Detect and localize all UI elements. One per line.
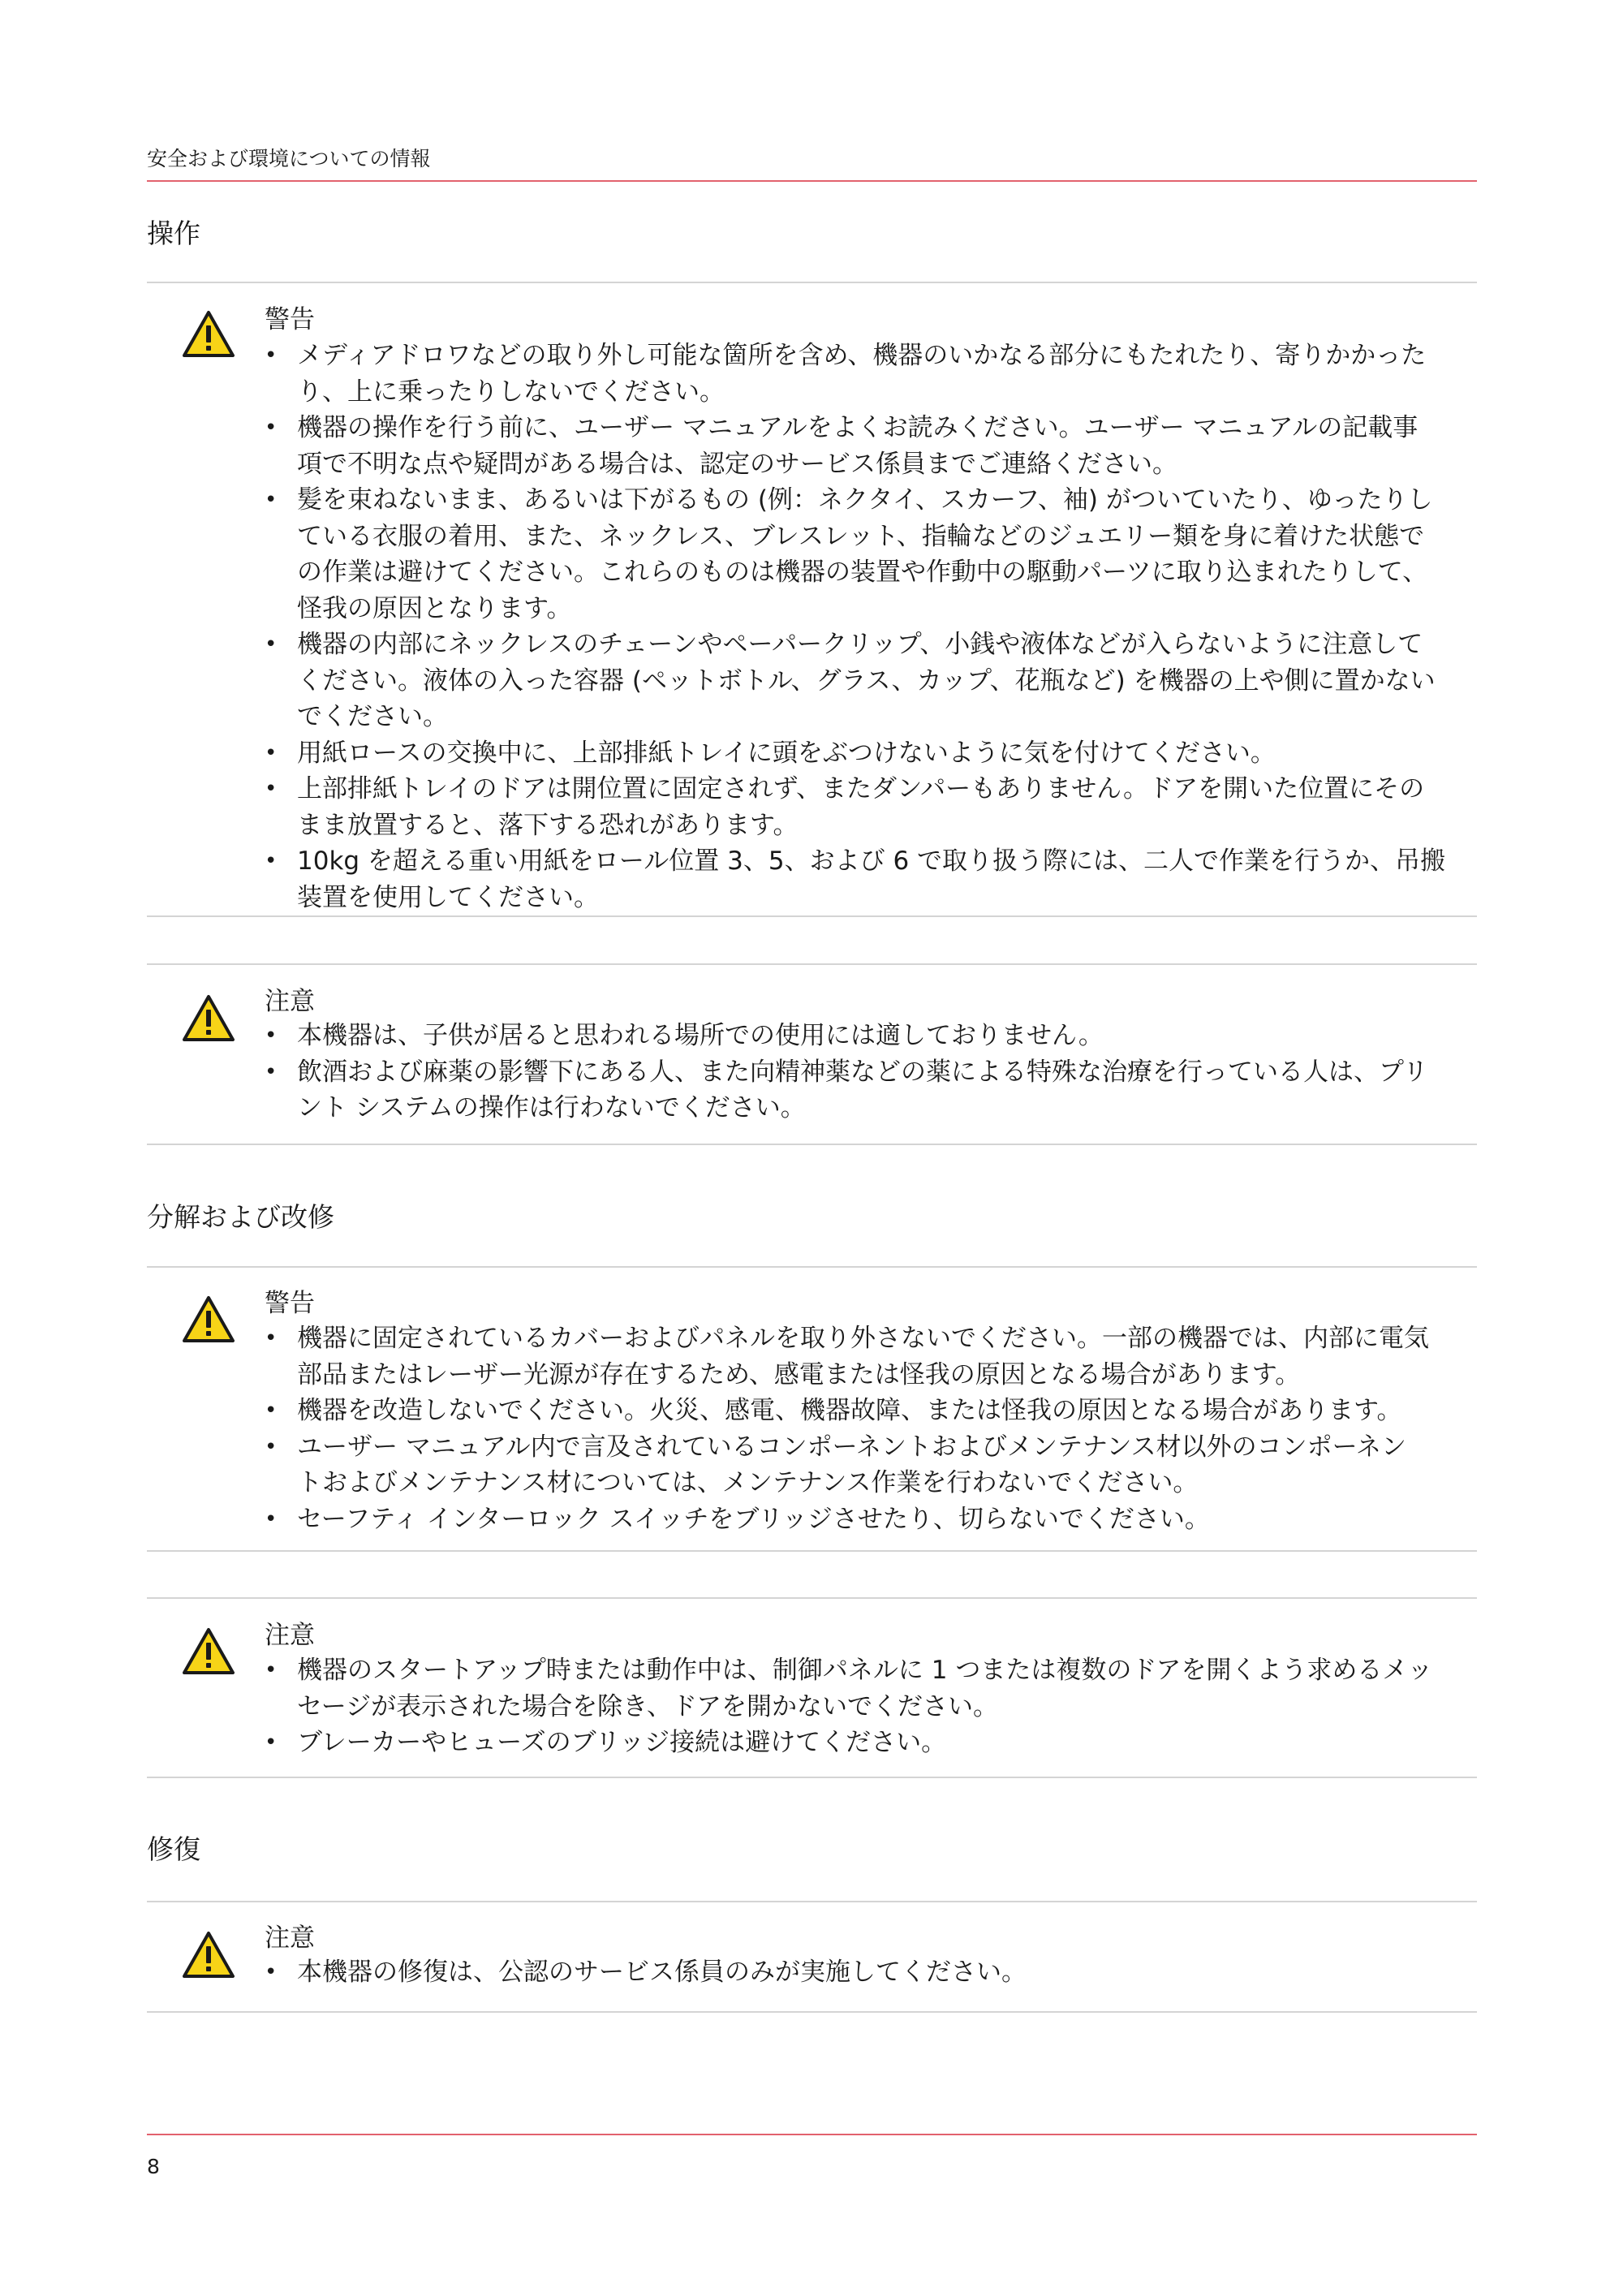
list-item: • ユーザー マニュアル内で言及されているコンポーネントおよびメンテナンス材以外のコンポーネン トおよびメンテナンス材については、メンテナンス作業を行わないでください。 <box>265 1432 1407 1497</box>
list-item-text: 髪を束ねないまま、あるいは下がるもの (例：ネクタイ、スカーフ、袖) がついていたり、ゆったりし ている衣服の着用、また、ネックレス、ブレスレット、指輪などのジュエリー類を身に着けた状態で の作業は避けてください。これらのものは機器の装置や作動中の駆動パーツに取り込まれたりして、 怪我の原因となります。 <box>297 485 1433 623</box>
notice-title: 警告 <box>265 305 315 334</box>
notice-divider <box>147 1597 1477 1599</box>
notice-title: 注意 <box>265 987 315 1016</box>
notice-title: 注意 <box>265 1923 315 1953</box>
list-item: • 機器を改造しないでください。火災、感電、機器故障、または怪我の原因となる場合があります。 <box>265 1396 1402 1425</box>
notice-list <box>265 1652 1474 1761</box>
list-item-text: 機器の内部にネックレスのチェーンやペーパークリップ、小銭や液体などが入らないように注意して ください。液体の入った容器 (ペットボトル、グラス、カップ、花瓶など) を機器の上や側に置かない でください。 <box>297 630 1436 731</box>
list-item: • ブレーカーやヒューズのブリッジ接続は避けてください。 <box>265 1728 947 1757</box>
list-item: • 本機器は、子供が居ると思われる場所での使用には適しておりません。 <box>265 1021 1104 1050</box>
notice-divider <box>147 1266 1477 1268</box>
section-heading-operation: 操作 <box>147 218 200 249</box>
list-item: • 本機器の修復は、公認のサービス係員のみが実施してください。 <box>265 1958 1027 1987</box>
footer-divider <box>147 2134 1477 2135</box>
list-item-text: 10kg を超える重い用紙をロール位置 3、5、および 6 で取り扱う際には、二人で作業を行うか、吊搬 装置を使用してください。 <box>297 846 1446 912</box>
notice-divider <box>147 282 1477 283</box>
notice-divider <box>147 963 1477 965</box>
list-item: • 飲酒および麻薬の影響下にある人、また向精神薬などの薬による特殊な治療を行っている人は、プリ ント システムの操作は行わないでください。 <box>265 1057 1428 1122</box>
warning-triangle-icon <box>182 1627 235 1676</box>
list-item-text: 用紙ロースの交換中に、上部排紙トレイに頭をぶつけないように気を付けてください。 <box>297 738 1276 768</box>
notice-list <box>265 1018 1474 1126</box>
list-item-text: セーフティ インターロック スイッチをブリッジさせたり、切らないでください。 <box>297 1504 1210 1534</box>
warning-triangle-icon <box>182 1931 235 1979</box>
warning-triangle-icon <box>182 994 235 1043</box>
notice-list <box>265 338 1474 915</box>
notice-divider <box>147 1901 1477 1902</box>
list-item-text: ユーザー マニュアル内で言及されているコンポーネントおよびメンテナンス材以外のコンポーネン トおよびメンテナンス材については、メンテナンス作業を行わないでください。 <box>297 1432 1407 1497</box>
list-item-text: 機器に固定されているカバーおよびパネルを取り外さないでください。一部の機器では、内部に電気 部品またはレーザー光源が存在するため、感電または怪我の原因となる場合があります。 <box>297 1324 1429 1389</box>
list-item-text: メディアドロワなどの取り外し可能な箇所を含め、機器のいかなる部分にもたれたり、寄りかかった り、上に乗ったりしないでください。 <box>297 341 1427 407</box>
running-header: 安全および環境についての情報 <box>147 147 431 170</box>
notice-divider <box>147 1777 1477 1778</box>
notice-divider <box>147 1550 1477 1552</box>
list-item-text: 機器の操作を行う前に、ユーザー マニュアルをよくお読みください。ユーザー マニュアルの記載事 項で不明な点や疑問がある場合は、認定のサービス係員までご連絡ください。 <box>297 413 1419 479</box>
page-number: 8 <box>147 2155 160 2178</box>
section-heading-disassembly: 分解および改修 <box>147 1201 334 1233</box>
header-divider <box>147 180 1477 182</box>
notice-list <box>265 1320 1474 1537</box>
warning-triangle-icon <box>182 1295 235 1344</box>
list-item-text: 本機器の修復は、公認のサービス係員のみが実施してください。 <box>297 1958 1027 1987</box>
list-item: • 上部排紙トレイのドアは開位置に固定されず、またダンパーもありません。ドアを開いた位置にその まま放置すると、落下する恐れがあります。 <box>265 774 1425 840</box>
list-item: • 機器に固定されているカバーおよびパネルを取り外さないでください。一部の機器では、内部に電気 部品またはレーザー光源が存在するため、感電または怪我の原因となる場合があります。 <box>265 1324 1429 1389</box>
notice-list <box>265 1954 1474 1991</box>
list-item: • 機器のスタートアップ時または動作中は、制御パネルに 1 つまたは複数のドアを開くよう求めるメッ セージが表示された場合を除き、ドアを開かないでください。 <box>265 1656 1433 1721</box>
list-item-text: 機器のスタートアップ時または動作中は、制御パネルに 1 つまたは複数のドアを開くよう求めるメッ セージが表示された場合を除き、ドアを開かないでください。 <box>297 1656 1433 1721</box>
list-item: • 髪を束ねないまま、あるいは下がるもの (例：ネクタイ、スカーフ、袖) がついていたり、ゆったりし ている衣服の着用、また、ネックレス、ブレスレット、指輪などのジュエリー類を身に着けた状態で の作業は避けてください。これらのものは機器の装置や作動中の駆動パーツに取り込まれたりして、 怪我の原因となります。 <box>265 485 1433 623</box>
notice-divider <box>147 915 1477 917</box>
section-heading-repair: 修復 <box>147 1833 200 1865</box>
list-item-text: 機器を改造しないでください。火災、感電、機器故障、または怪我の原因となる場合があります。 <box>297 1396 1402 1425</box>
warning-triangle-icon <box>182 310 235 359</box>
notice-title: 警告 <box>265 1289 315 1318</box>
notice-title: 注意 <box>265 1621 315 1650</box>
list-item-text: 上部排紙トレイのドアは開位置に固定されず、またダンパーもありません。ドアを開いた位置にその まま放置すると、落下する恐れがあります。 <box>297 774 1425 840</box>
list-item-text: 飲酒および麻薬の影響下にある人、また向精神薬などの薬による特殊な治療を行っている人は、プリ ント システムの操作は行わないでください。 <box>297 1057 1428 1122</box>
notice-divider <box>147 2011 1477 2013</box>
notice-divider <box>147 1144 1477 1145</box>
list-item: • 用紙ロースの交換中に、上部排紙トレイに頭をぶつけないように気を付けてください。 <box>265 738 1276 768</box>
list-item: • メディアドロワなどの取り外し可能な箇所を含め、機器のいかなる部分にもたれたり、寄りかかった り、上に乗ったりしないでください。 <box>265 341 1427 407</box>
list-item: • 10kg を超える重い用紙をロール位置 3、5、および 6 で取り扱う際には、二人で作業を行うか、吊搬 装置を使用してください。 <box>265 846 1446 912</box>
list-item-text: ブレーカーやヒューズのブリッジ接続は避けてください。 <box>297 1728 947 1757</box>
list-item-text: 本機器は、子供が居ると思われる場所での使用には適しておりません。 <box>297 1021 1104 1050</box>
list-item: • 機器の内部にネックレスのチェーンやペーパークリップ、小銭や液体などが入らないように注意して ください。液体の入った容器 (ペットボトル、グラス、カップ、花瓶など) を機器の上や側に置かない でください。 <box>265 630 1436 731</box>
list-item: • 機器の操作を行う前に、ユーザー マニュアルをよくお読みください。ユーザー マニュアルの記載事 項で不明な点や疑問がある場合は、認定のサービス係員までご連絡ください。 <box>265 413 1419 479</box>
list-item: • セーフティ インターロック スイッチをブリッジさせたり、切らないでください。 <box>265 1504 1210 1534</box>
